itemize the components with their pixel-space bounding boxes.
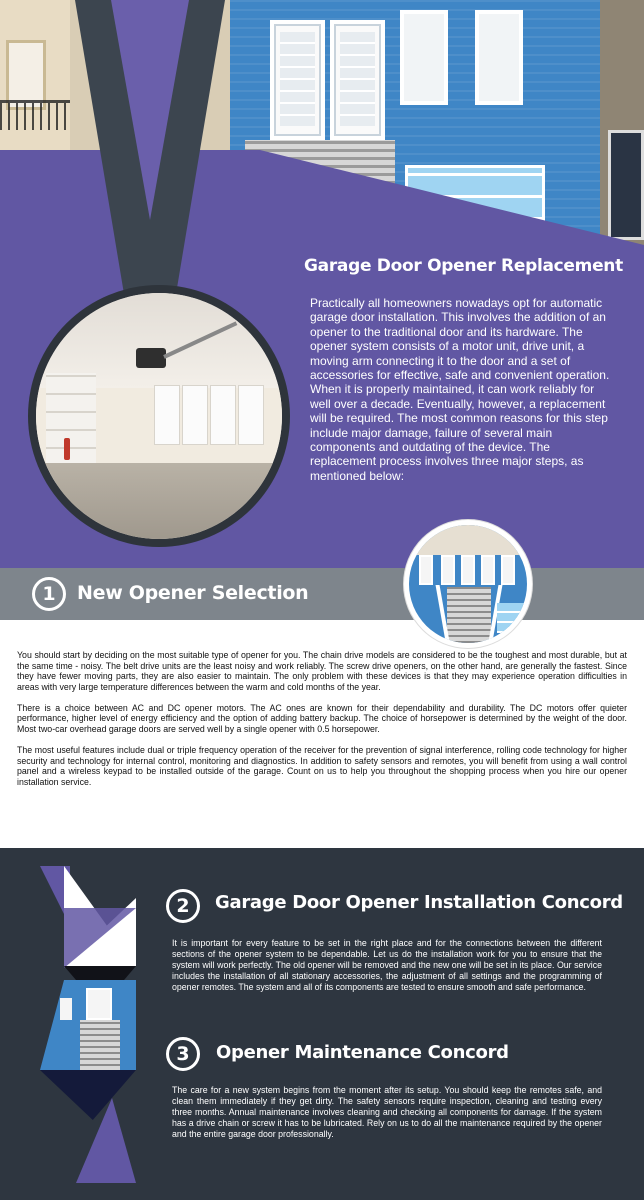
section1-paragraph: You should start by deciding on the most suitable type of opener for you. The chain drive models are considered to be the toughest and most durable, but at the same time - noisy. The belt drive units are the least noisy and work reliably. The screw drive openers, on the other hand, are generally the fastest. Since they have fewer moving parts, they are also easier to maintain. The only problem with these devices is that they may experience operation difficulties in areas with very large temperature differences between the warm and cold months of the year.	[17, 650, 627, 692]
section2-body: It is important for every feature to be set in the right place and for the connections between the different sections of the opener system to be dependable. Let us do the installation work for you to ensure that the system will work perfectly. The old opener will be removed and the new one will be set in its place. Our service includes the installation of all stationary accessories, the adjustment of all settings and the programming of opener remotes. The system and all of its components are tested to ensure smooth and safe performance.	[172, 938, 602, 992]
hero-intro-text: Practically all homeowners nowadays opt for automatic garage door installation. This involves the addition of an opener to the traditional door and its hardware. The opener system consists of a motor unit, drive unit, a moving arm connecting it to the door and a set of accessories for effective, safe and convenient operation. When it is properly maintained, it can work reliably for well over a decade. Eventually, however, a replacement will be required. The most common reasons for this step include major damage, failure of several main components and outdating of the device. The replacement process involves three major steps, as mentioned below:	[310, 296, 610, 483]
house-facade-thumbnail	[40, 980, 136, 1070]
section3-title: Opener Maintenance Concord	[216, 1042, 509, 1063]
hero-title: Garage Door Opener Replacement	[304, 256, 623, 276]
section3-number-badge: 3	[166, 1037, 200, 1071]
section1-body	[17, 650, 627, 798]
section2-number-badge: 2	[166, 889, 200, 923]
section1-paragraph: The most useful features include dual or triple frequency operation of the receiver for the prevention of signal interference, rolling code technology for higher security and technology for internal control, monitoring and diagnostics. In addition to safety sensors and remotes, you will benefit from using a wall control panel and a wireless keypad to be installed outside of the garage. Count on us to help you throughout the shopping process when you hire our opener installation service.	[17, 744, 627, 787]
hero-section	[0, 0, 644, 570]
garage-interior-medal	[28, 285, 290, 547]
house-stairs-image	[409, 525, 527, 643]
house-stairs-medal	[404, 520, 532, 648]
section1-title: New Opener Selection	[77, 582, 309, 604]
section1-paragraph: There is a choice between AC and DC opener motors. The AC ones are known for their dependability and durability. The DC motors offer quieter performance, higher level of energy efficiency and the option of adding battery backup. The choice of horsepower is determined by the weight of the door. Most two-car overhead garage doors are served well by a single opener with 0.5 horsepower.	[17, 702, 627, 734]
geometric-decoration	[0, 848, 160, 1200]
section2-title: Garage Door Opener Installation Concord	[215, 892, 623, 913]
section1-number-badge: 1	[32, 577, 66, 611]
garage-interior-image	[36, 293, 282, 539]
section3-body: The care for a new system begins from the moment after its setup. You should keep the remotes safe, and clean them immediately if they get dirty. The safety sensors require inspection, cleaning and testing every three months. Annual maintenance involves cleaning and checking all components for damage. If the system has a drive chain or screw it has to be lubricated. Rely on us to do all the maintenance required by the opener and the entire garage door professionally.	[172, 1085, 602, 1139]
